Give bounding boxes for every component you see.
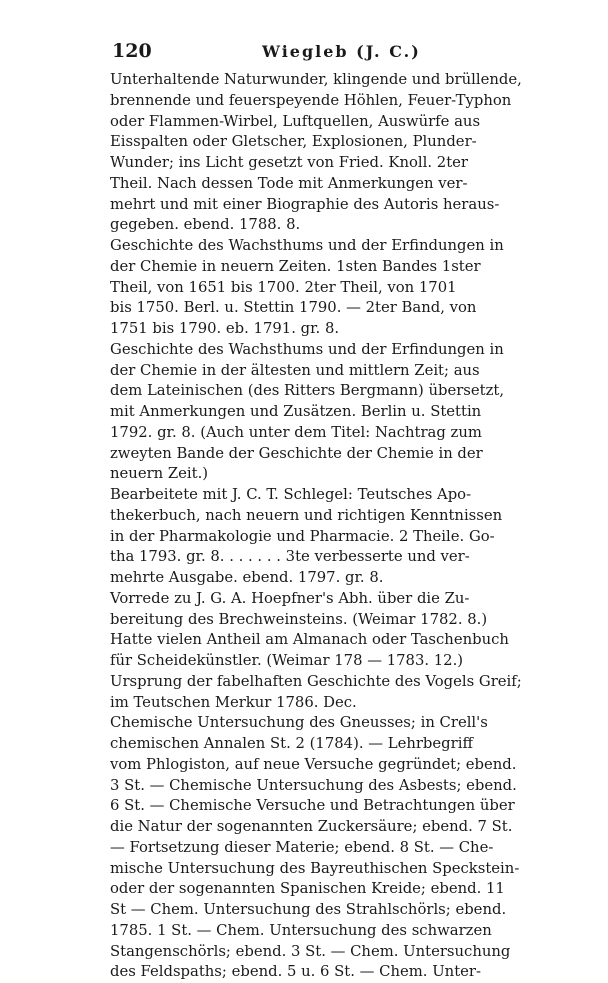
bibliography-entry <box>110 589 558 631</box>
entry-line: oder Flammen-Wirbel, Luftquellen, Auswürfe aus <box>110 112 481 130</box>
entry-line: der Chemie in der ältesten und mittlern Zeit; aus <box>110 361 480 379</box>
entry-line: Stangenschörls; ebend. 3 St. — Chem. Untersuchung <box>110 942 511 960</box>
entry-line: bis 1750. Berl. u. Stettin 1790. — 2ter Band, von <box>110 299 477 317</box>
entry-line: Eisspalten oder Gletscher, Explosionen, Plunder- <box>110 133 477 151</box>
entry-line: Theil. Nach dessen Tode mit Anmerkungen ver- <box>110 174 468 192</box>
entry-line: im Teutschen Merkur 1786. Dec. <box>110 693 357 711</box>
entry-line: 1785. 1 St. — Chem. Untersuchung des schwarzen <box>110 921 492 939</box>
entry-line: Ursprung der fabelhaften Geschichte des Vogels Greif; <box>110 672 522 690</box>
entry-line: thekerbuch, nach neuern und richtigen Kenntnissen <box>110 506 503 524</box>
bibliography-body <box>110 70 558 983</box>
entry-line: 1792. gr. 8. (Auch unter dem Titel: Nachtrag zum <box>110 423 482 441</box>
entry-line: des Feldspaths; ebend. 5 u. 6 St. — Chem. Unter- <box>110 963 481 981</box>
entry-line: für Scheidekünstler. (Weimar 178 — 1783. 12.) <box>110 652 464 669</box>
entry-line: Geschichte des Wachsthums und der Erfindungen in <box>110 340 504 358</box>
entry-line: mit Anmerkungen und Zusätzen. Berlin u. Stettin <box>110 403 482 420</box>
entry-line: St — Chem. Untersuchung des Strahlschörls; ebend. <box>110 901 507 918</box>
entry-line: Bearbeitete mit J. C. T. Schlegel: Teutsches Apo- <box>110 486 472 503</box>
bibliography-entry <box>110 713 558 983</box>
entry-line: mehrte Ausgabe. ebend. 1797. gr. 8. <box>110 569 384 586</box>
entry-line: zweyten Bande der Geschichte der Chemie in der <box>110 444 483 462</box>
entry-line: oder der sogenannten Spanischen Kreide; ebend. 11 <box>110 880 505 898</box>
bibliography-entry <box>110 70 558 236</box>
entry-line: Geschichte des Wachsthums und der Erfindungen in <box>110 237 504 254</box>
entry-line: der Chemie in neuern Zeiten. 1sten Bandes 1ster <box>110 257 481 275</box>
entry-line: 3 St. — Chemische Untersuchung des Asbests; ebend. <box>110 776 517 794</box>
entry-line: in der Pharmakologie und Pharmacie. 2 Theile. Go- <box>110 527 495 545</box>
page-number: 120 <box>112 40 152 62</box>
page-header <box>112 34 552 64</box>
entry-line: gegeben. ebend. 1788. 8. <box>110 216 301 234</box>
bibliography-entry <box>110 340 558 485</box>
entry-line: bereitung des Brechweinsteins. (Weimar 1782. 8.) <box>110 610 488 628</box>
entry-line: Hatte vielen Antheil am Almanach oder Taschenbuch <box>110 631 509 649</box>
entry-line: 6 St. — Chemische Versuche und Betrachtungen über <box>110 797 515 815</box>
entry-line: neuern Zeit.) <box>110 465 209 483</box>
entry-line: tha 1793. gr. 8. . . . . . . 3te verbesserte und ver- <box>110 548 470 566</box>
entry-line: Theil, von 1651 bis 1700. 2ter Theil, von 1701 <box>110 278 457 296</box>
bibliography-entry <box>110 485 558 589</box>
entry-line: dem Lateinischen (des Ritters Bergmann) übersetzt, <box>110 382 505 400</box>
running-head: Wiegleb (J. C.) <box>262 42 421 61</box>
entry-line: brennende und feuerspeyende Höhlen, Feuer-Typhon <box>110 91 512 109</box>
entry-line: die Natur der sogenannten Zuckersäure; ebend. 7 St. <box>110 818 513 835</box>
bibliography-entry <box>110 630 558 672</box>
bibliography-entry <box>110 236 558 340</box>
entry-line: Vorrede zu J. G. A. Hoepfner's Abh. über die Zu- <box>110 589 470 607</box>
entry-line: Chemische Untersuchung des Gneusses; in Crell's <box>110 714 488 732</box>
entry-line: mische Untersuchung des Bayreuthischen Speckstein- <box>110 859 520 877</box>
bibliography-entry <box>110 672 558 714</box>
entry-line: mehrt und mit einer Biographie des Autoris heraus- <box>110 195 500 213</box>
entry-line: 1751 bis 1790. eb. 1791. gr. 8. <box>110 320 340 337</box>
entry-line: chemischen Annalen St. 2 (1784). — Lehrbegriff <box>110 735 473 752</box>
entry-line: vom Phlogiston, auf neue Versuche gegründet; ebend. <box>110 755 517 773</box>
entry-line: Unterhaltende Naturwunder, klingende und brüllende, <box>110 71 522 88</box>
entry-line: Wunder; ins Licht gesetzt von Fried. Knoll. 2ter <box>110 154 468 171</box>
entry-line: — Fortsetzung dieser Materie; ebend. 8 St. — Che- <box>110 838 494 856</box>
